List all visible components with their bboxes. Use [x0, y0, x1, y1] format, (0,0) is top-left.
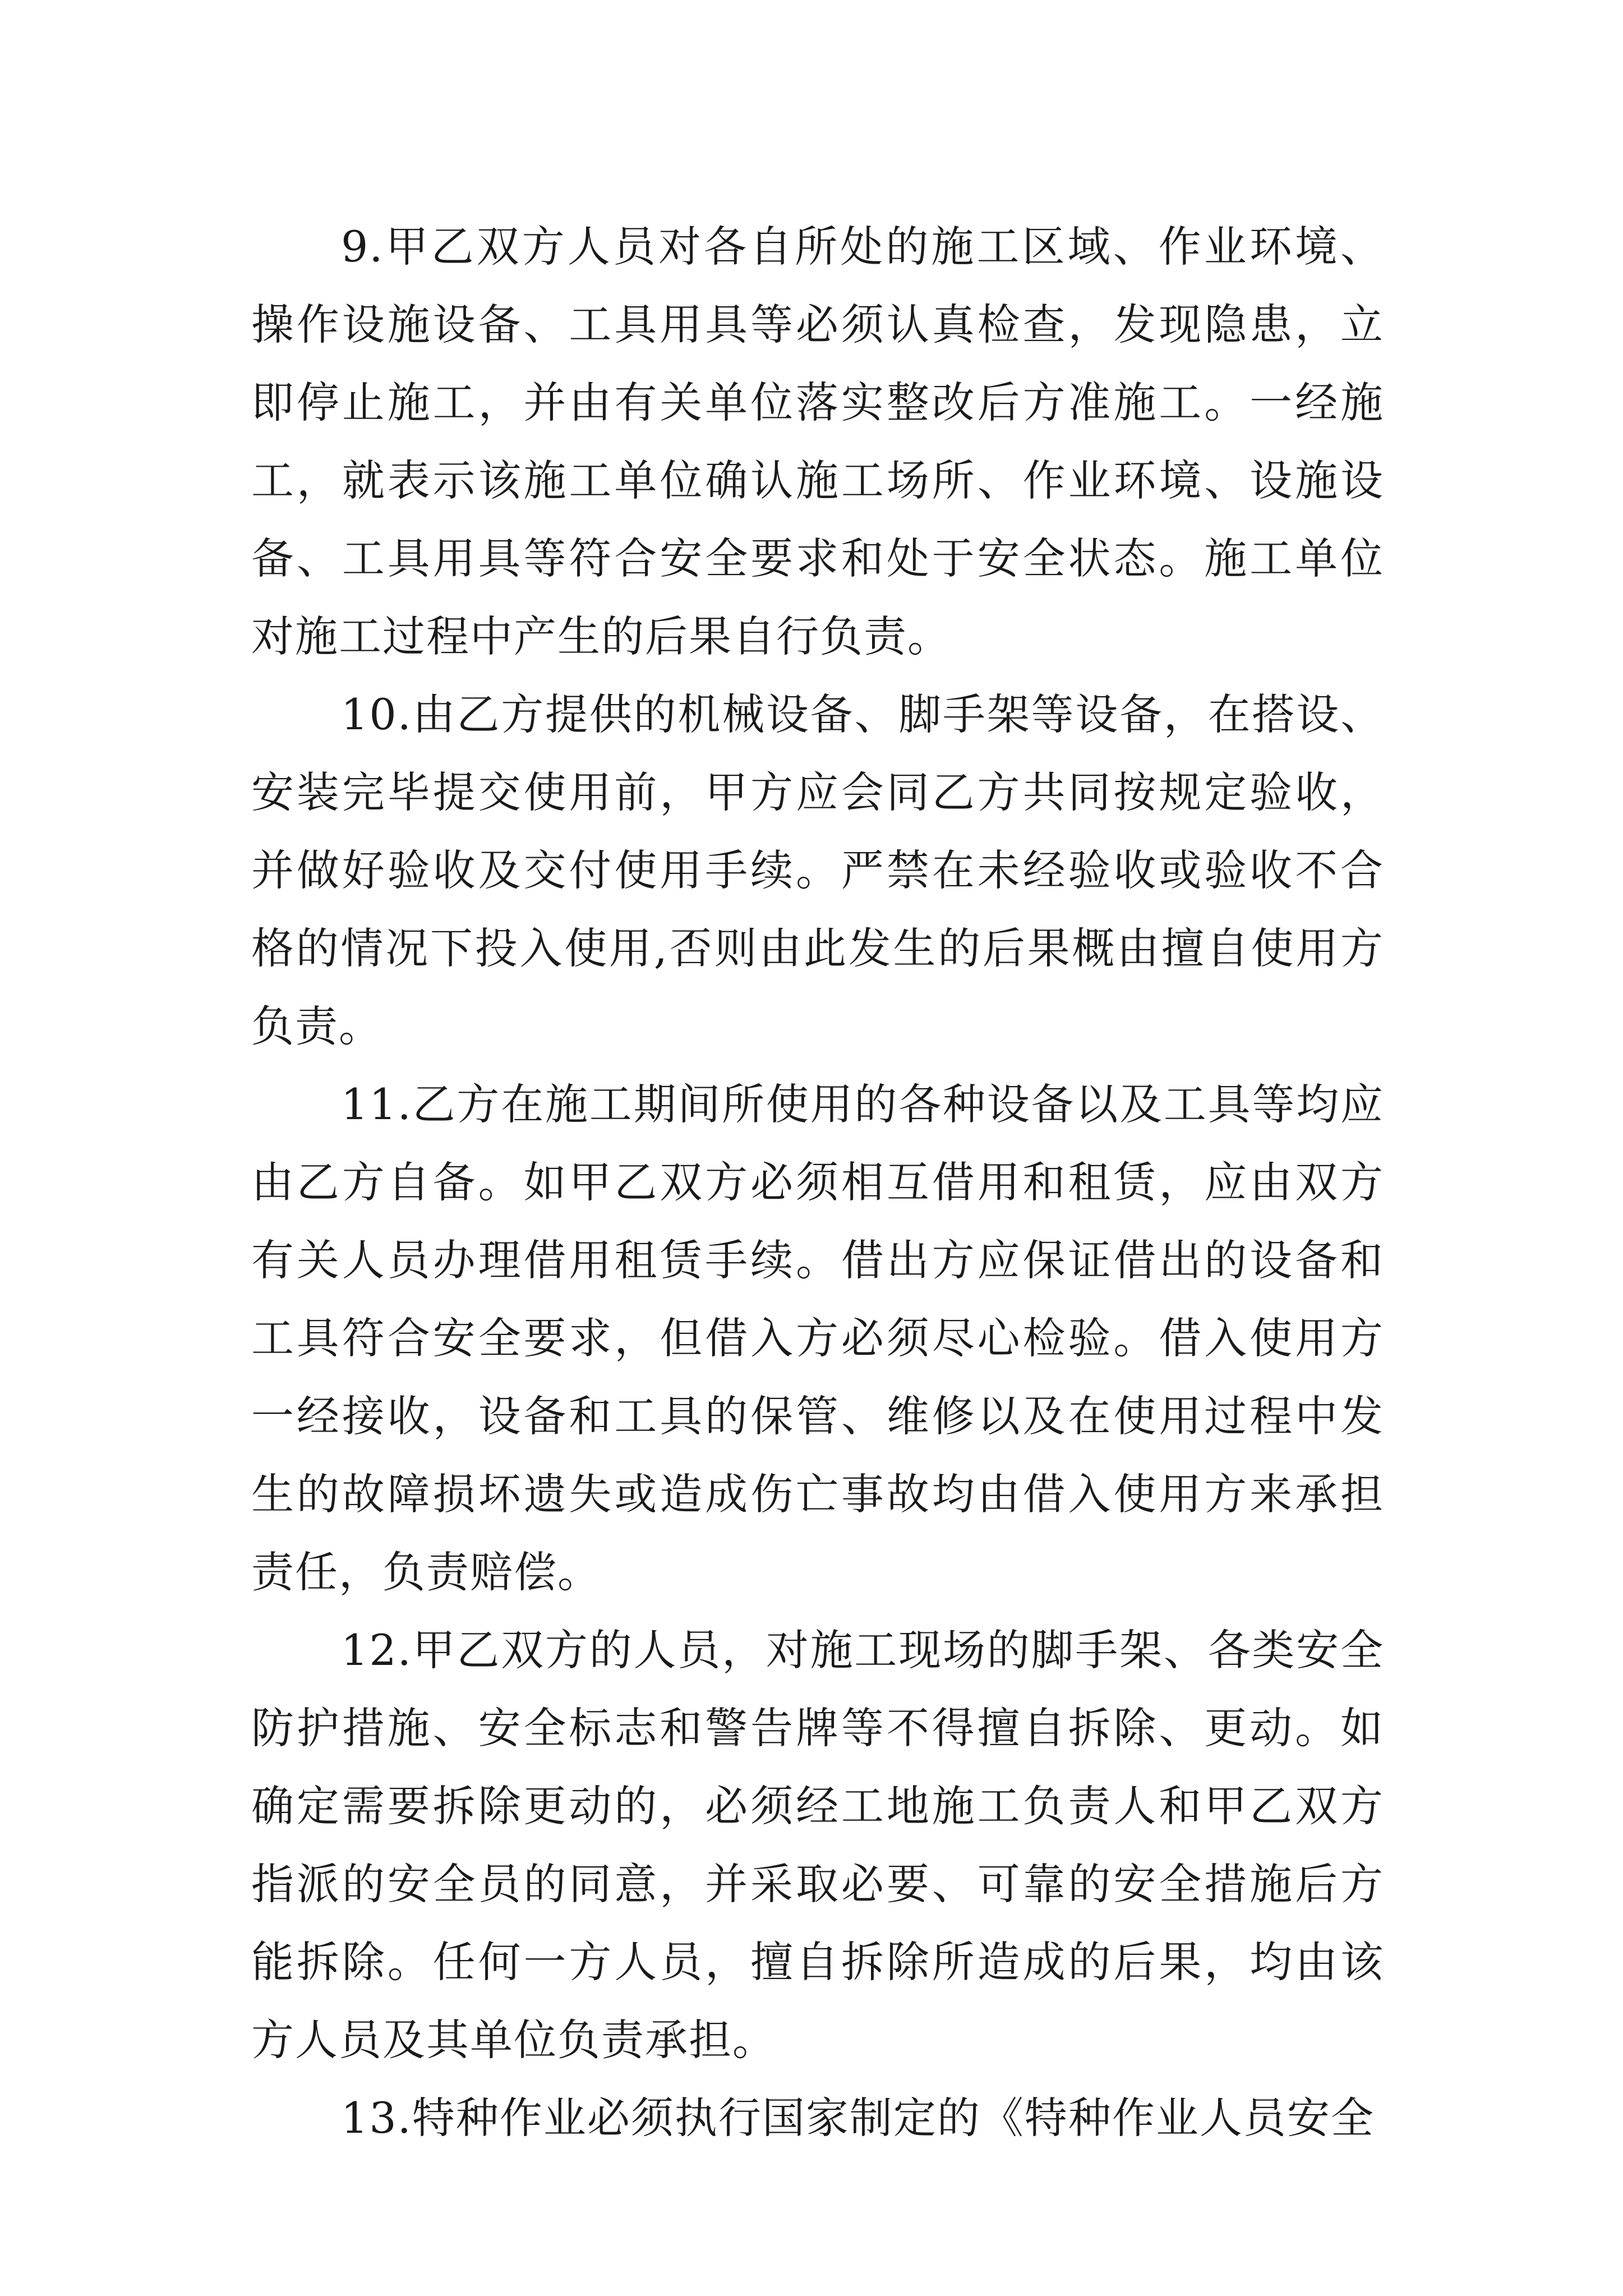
paragraph-11: 11.乙方在施工期间所使用的各种设备以及工具等均应由乙方自备。如甲乙双方必须相互借用和租赁，应由双方有关人员办理借用租赁手续。借出方应保证借出的设备和工具符合安全要求，但借入方必须尽心检验。借入使用方一经接收，设备和工具的保管、维修以及在使用过程中发生的故障损坏遗失或造成伤亡事故均由借入使用方来承担责任，负责赔偿。	[251, 1079, 1384, 1597]
paragraph-13: 13.特种作业必须执行国家制定的《特种作业人员安全	[341, 2093, 1375, 2143]
document-body	[251, 208, 1384, 2157]
paragraph-10: 10.由乙方提供的机械设备、脚手架等设备，在搭设、安装完毕提交使用前，甲方应会同乙方共同按规定验收，并做好验收及交付使用手续。严禁在未经验收或验收不合格的情况下投入使用,否则由此发生的后果概由擅自使用方负责。	[251, 689, 1384, 1051]
paragraph-9: 9.甲乙双方人员对各自所处的施工区域、作业环境、操作设施设备、工具用具等必须认真检查，发现隐患，立即停止施工，并由有关单位落实整改后方准施工。一经施工，就表示该施工单位确认施工场所、作业环境、设施设备、工具用具等符合安全要求和处于安全状态。施工单位对施工过程中产生的后果自行负责。	[251, 222, 1384, 661]
paragraph-12: 12.甲乙双方的人员，对施工现场的脚手架、各类安全防护措施、安全标志和警告牌等不得擅自拆除、更动。如确定需要拆除更动的，必须经工地施工负责人和甲乙双方指派的安全员的同意，并采取必要、可靠的安全措施后方能拆除。任何一方人员，擅自拆除所造成的后果，均由该方人员及其单位负责承担。	[251, 1625, 1384, 2065]
